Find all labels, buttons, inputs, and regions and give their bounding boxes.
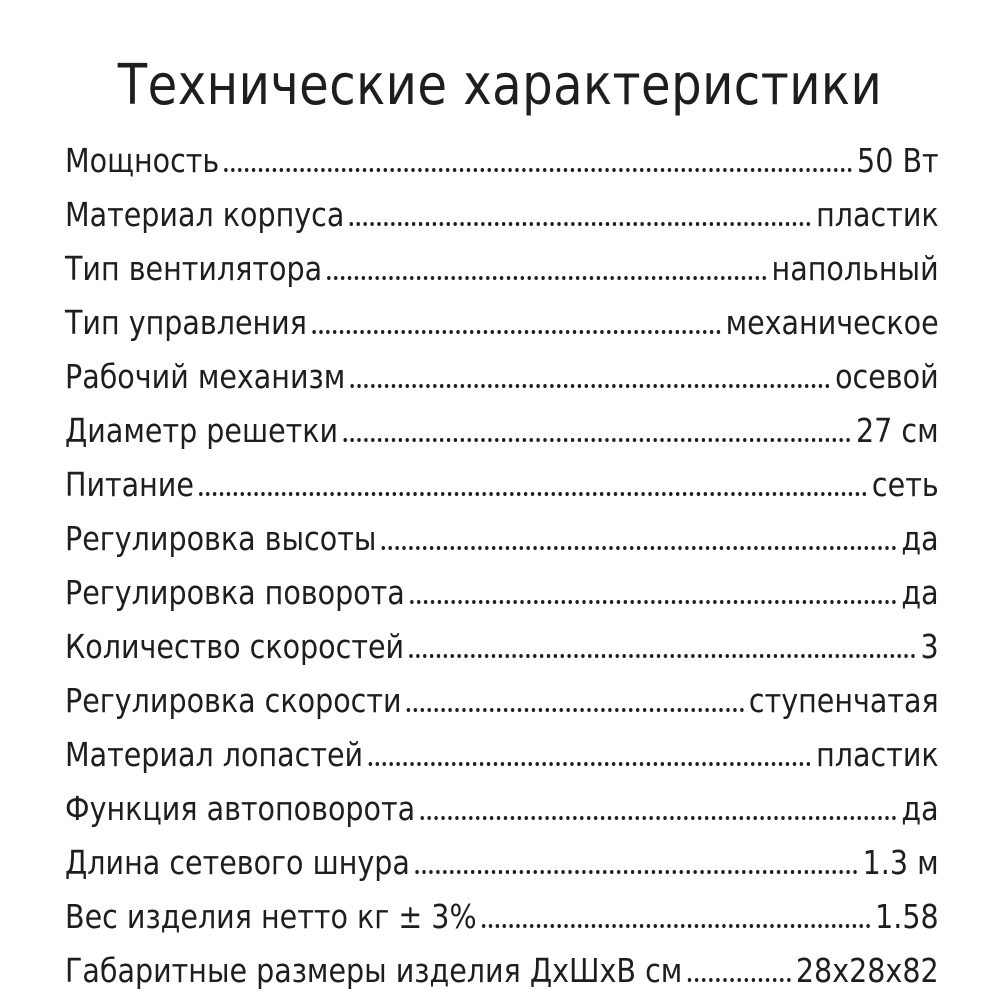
dot-leader [407, 708, 744, 712]
spec-label: Габаритные размеры изделия ДхШхВ см [65, 951, 683, 990]
spec-label: Материал корпуса [65, 195, 345, 234]
spec-label: Регулировка скорости [65, 681, 402, 720]
dot-leader [482, 924, 870, 928]
spec-label: Мощность [65, 141, 220, 180]
spec-label: Регулировка высоты [65, 519, 377, 558]
spec-row [0, 185, 1000, 239]
spec-row [0, 833, 1000, 887]
spec-row [0, 671, 1000, 725]
dot-leader [199, 492, 867, 496]
dot-leader [410, 600, 896, 604]
dot-leader [382, 546, 897, 550]
spec-label: Диаметр решетки [65, 411, 339, 450]
spec-row [0, 293, 1000, 347]
page-title: Технические характеристики [117, 53, 883, 118]
dot-leader [368, 762, 811, 766]
spec-value: 28x28x82 [795, 951, 939, 990]
spec-row [0, 725, 1000, 779]
dot-leader [350, 384, 829, 388]
spec-value: да [901, 573, 939, 612]
spec-label: Вес изделия нетто кг ± 3% [65, 897, 477, 936]
spec-value: да [901, 519, 939, 558]
spec-row [0, 239, 1000, 293]
dot-leader [420, 816, 896, 820]
spec-label: Питание [65, 465, 194, 504]
spec-label: Тип вентилятора [65, 249, 323, 288]
spec-row [0, 617, 1000, 671]
spec-label: Длина сетевого шнура [65, 843, 410, 882]
spec-row [0, 401, 1000, 455]
spec-value: сеть [871, 465, 939, 504]
spec-label: Тип управления [65, 303, 307, 342]
spec-value: 27 см [856, 411, 939, 450]
spec-value: ступенчатая [748, 681, 939, 720]
spec-value: 50 Вт [857, 141, 939, 180]
spec-label: Количество скоростей [65, 627, 405, 666]
spec-value: пластик [816, 735, 939, 774]
dot-leader [415, 870, 857, 874]
dot-leader [312, 330, 720, 334]
spec-value: напольный [771, 249, 939, 288]
dot-leader [343, 438, 851, 442]
spec-value: 1.3 м [862, 843, 939, 882]
spec-label: Регулировка поворота [65, 573, 405, 612]
dot-leader [327, 276, 766, 280]
spec-row [0, 131, 1000, 185]
spec-label: Функция автоповорота [65, 789, 416, 828]
spec-value: 1.58 [875, 897, 939, 936]
spec-row [0, 887, 1000, 941]
spec-row [0, 941, 1000, 995]
dot-leader [688, 978, 791, 982]
spec-row [0, 563, 1000, 617]
dot-leader [409, 654, 915, 658]
spec-row [0, 779, 1000, 833]
spec-row [0, 455, 1000, 509]
spec-row [0, 509, 1000, 563]
dot-leader [350, 222, 811, 226]
spec-label: Рабочий механизм [65, 357, 346, 396]
spec-value: осевой [835, 357, 939, 396]
spec-value: да [901, 789, 939, 828]
dot-leader [224, 168, 851, 172]
spec-value: 3 [920, 627, 939, 666]
spec-label: Материал лопастей [65, 735, 364, 774]
spec-value: пластик [816, 195, 939, 234]
spec-row [0, 347, 1000, 401]
spec-value: механическое [725, 303, 939, 342]
